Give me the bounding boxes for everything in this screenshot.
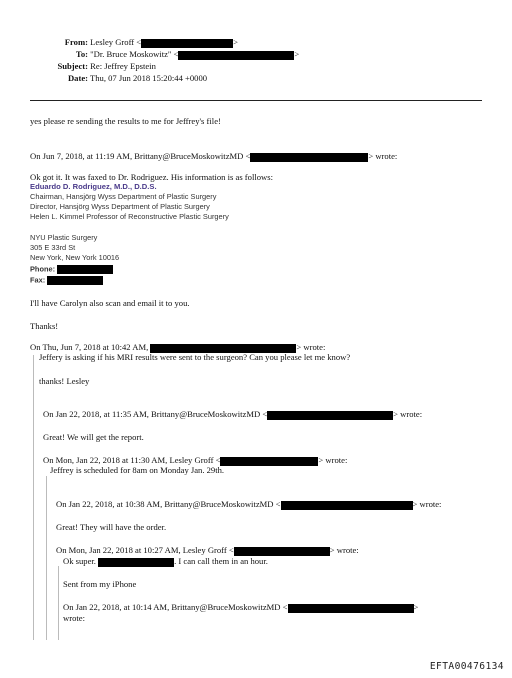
redaction <box>98 558 174 567</box>
redaction <box>178 51 294 60</box>
header-from: From: Lesley Groff < > <box>30 37 238 48</box>
address-fax: Fax: <box>30 276 103 285</box>
quote-bar <box>33 355 34 640</box>
message-text: Ok got it. It was faxed to Dr. Rodriguez. His information is as follows: <box>30 172 273 182</box>
reply-text: yes please re sending the results to me for Jeffrey's file! <box>30 116 221 126</box>
signature-line: Director, Hansjörg Wyss Department of Plastic Surgery <box>30 202 210 211</box>
message-text: Jeffrey is scheduled for 8am on Monday Jan. 29th. <box>50 465 225 475</box>
quote-header: On Mon, Jan 22, 2018 at 10:27 AM, Lesley Groff < > wrote: <box>56 545 359 555</box>
address-city: New York, New York 10016 <box>30 253 120 262</box>
quote-header: On Jan 22, 2018, at 11:35 AM, Brittany@BruceMoskowitzMD < > wrote: <box>43 409 423 419</box>
header-subject <box>30 61 156 71</box>
redaction <box>220 457 318 466</box>
date-value: Thu, 07 Jun 2018 15:20:44 +0000 <box>90 73 208 83</box>
subject-value: Re: Jeffrey Epstein <box>90 61 156 71</box>
redaction <box>281 501 413 510</box>
signature-line: Helen L. Kimmel Professor of Reconstructive Plastic Surgery <box>30 212 229 221</box>
message-text: Sent from my iPhone <box>63 579 137 589</box>
message-text: Great! We will get the report. <box>43 432 144 442</box>
quote-header: On Jan 22, 2018, at 10:14 AM, Brittany@BruceMoskowitzMD < > <box>63 602 419 612</box>
message-text: Thanks! <box>30 321 59 331</box>
redaction <box>47 276 103 285</box>
address-org: NYU Plastic Surgery <box>30 233 98 242</box>
quote-header: On Jun 7, 2018, at 11:19 AM, Brittany@BruceMoskowitzMD < > wrote: <box>30 151 398 161</box>
redaction <box>141 39 233 48</box>
message-text: wrote: <box>63 613 85 623</box>
message-text: Great! They will have the order. <box>56 522 167 532</box>
date-label: Date: <box>67 73 88 83</box>
from-value: Lesley Groff < <box>90 37 142 47</box>
address-street: 305 E 33rd St <box>30 243 76 252</box>
signature-line: Chairman, Hansjörg Wyss Department of Plastic Surgery <box>30 192 217 201</box>
header-divider <box>30 100 482 101</box>
quote-header: On Mon, Jan 22, 2018 at 11:30 AM, Lesley Groff < > wrote: <box>43 455 348 465</box>
redaction <box>57 265 113 274</box>
header-date <box>30 73 207 83</box>
header-to: To: "Dr. Bruce Moskowitz" < > <box>30 49 299 60</box>
quote-header: On Jan 22, 2018, at 10:38 AM, Brittany@BruceMoskowitzMD < > wrote: <box>56 499 442 509</box>
redaction <box>288 604 414 613</box>
address-phone: Phone: <box>30 265 113 274</box>
quote-bar <box>58 566 59 640</box>
subject-label: Subject: <box>57 61 88 71</box>
message-text: Ok super. . I can call them in an hour. <box>63 556 268 566</box>
redaction <box>267 411 393 420</box>
to-label: To: <box>75 49 88 59</box>
message-text: Jeffery is asking if his MRI results were sent to the surgeon? Can you please let me know? <box>39 352 351 362</box>
to-value: "Dr. Bruce Moskowitz" < <box>90 49 179 59</box>
bates-number: EFTA00476134 <box>429 661 504 672</box>
quote-bar <box>46 476 47 640</box>
from-label: From: <box>64 37 88 47</box>
message-text: thanks! Lesley <box>39 376 90 386</box>
redaction <box>234 547 330 556</box>
redaction <box>250 153 368 162</box>
signature-name: Eduardo D. Rodriguez, M.D., D.D.S. <box>30 182 157 191</box>
quote-header: On Thu, Jun 7, 2018 at 10:42 AM, > wrote: <box>30 342 326 352</box>
message-text: I'll have Carolyn also scan and email it to you. <box>30 298 190 308</box>
